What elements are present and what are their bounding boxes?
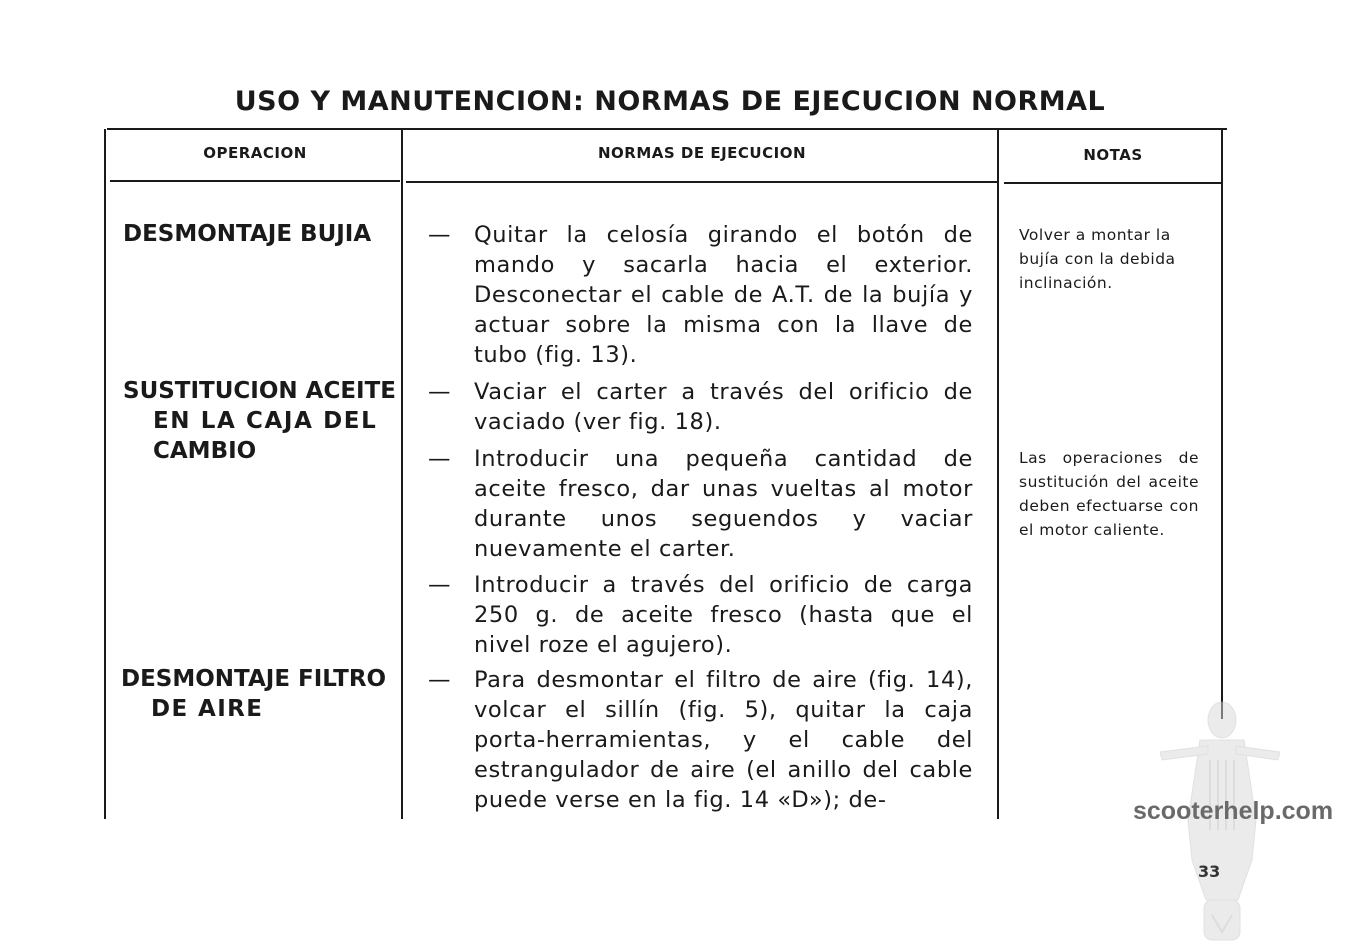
operation-label: DESMONTAJE BUJIA <box>123 221 372 247</box>
operation-sustitucion-aceite <box>123 376 396 466</box>
operation-label-cont: CAMBIO <box>153 438 257 464</box>
column-divider-2 <box>997 129 999 819</box>
header-bottom-rule-1 <box>110 180 400 182</box>
nota-bujia: Volver a montar la bujía con la debida inclinación. <box>1019 226 1176 292</box>
dash-bullet: — <box>428 222 452 248</box>
table-top-rule <box>107 128 1227 130</box>
header-operacion: OPERACION <box>203 144 307 162</box>
norma-text: Para desmontar el filtro de aire (fig. 14), volcar el sillín (fig. 5), quitar la caja porta-herramientas, y el cable del estrangulador de aire (el anillo del cable puede verse en la fig. 14 «D»); de- <box>474 667 973 813</box>
dash-bullet: — <box>428 572 452 598</box>
header-bottom-rule-2 <box>406 181 998 183</box>
header-normas: NORMAS DE EJECUCION <box>598 144 806 162</box>
operation-label: DESMONTAJE FILTRO <box>121 666 387 692</box>
nota-aceite: Las operaciones de sustitución del aceite deben efectuarse con el motor caliente. <box>1019 449 1199 539</box>
norma-item <box>428 444 973 564</box>
watermark-text: scooterhelp.com <box>1133 797 1334 825</box>
operation-label-cont: DE AIRE <box>151 696 264 722</box>
norma-text: Introducir a través del orificio de carga 250 g. de aceite fresco (hasta que el nivel roze el agujero). <box>474 572 973 658</box>
page-number: 33 <box>1198 862 1221 881</box>
norma-item <box>428 377 973 437</box>
column-divider-left <box>104 129 106 819</box>
operation-label: SUSTITUCION ACEITE <box>123 378 397 404</box>
norma-item <box>428 570 973 660</box>
norma-text: Vaciar el carter a través del orificio de vaciado (ver fig. 18). <box>474 379 973 435</box>
norma-text: Quitar la celosía girando el botón de mando y sacarla hacia el exterior. Desconectar el cable de A.T. de la bujía y actuar sobre la misma con la llave de tubo (fig. 13). <box>474 222 973 368</box>
norma-text: Introducir una pequeña cantidad de aceite fresco, dar unas vueltas al motor durante unos seguendos y vaciar nuevamente el carter. <box>474 446 973 562</box>
operation-label-cont: EN LA CAJA DEL <box>153 408 378 434</box>
dash-bullet: — <box>428 379 452 405</box>
operation-desmontaje-filtro <box>121 664 386 724</box>
column-divider-right <box>1221 129 1223 719</box>
norma-item <box>428 665 973 815</box>
header-bottom-rule-3 <box>1004 182 1222 184</box>
column-divider-1 <box>401 129 403 819</box>
operation-desmontaje-bujia <box>123 219 371 249</box>
dash-bullet: — <box>428 667 452 693</box>
page-title: USO Y MANUTENCION: NORMAS DE EJECUCION NORMAL <box>234 86 1106 117</box>
norma-item <box>428 220 973 370</box>
dash-bullet: — <box>428 446 452 472</box>
header-notas: NOTAS <box>1083 146 1143 164</box>
